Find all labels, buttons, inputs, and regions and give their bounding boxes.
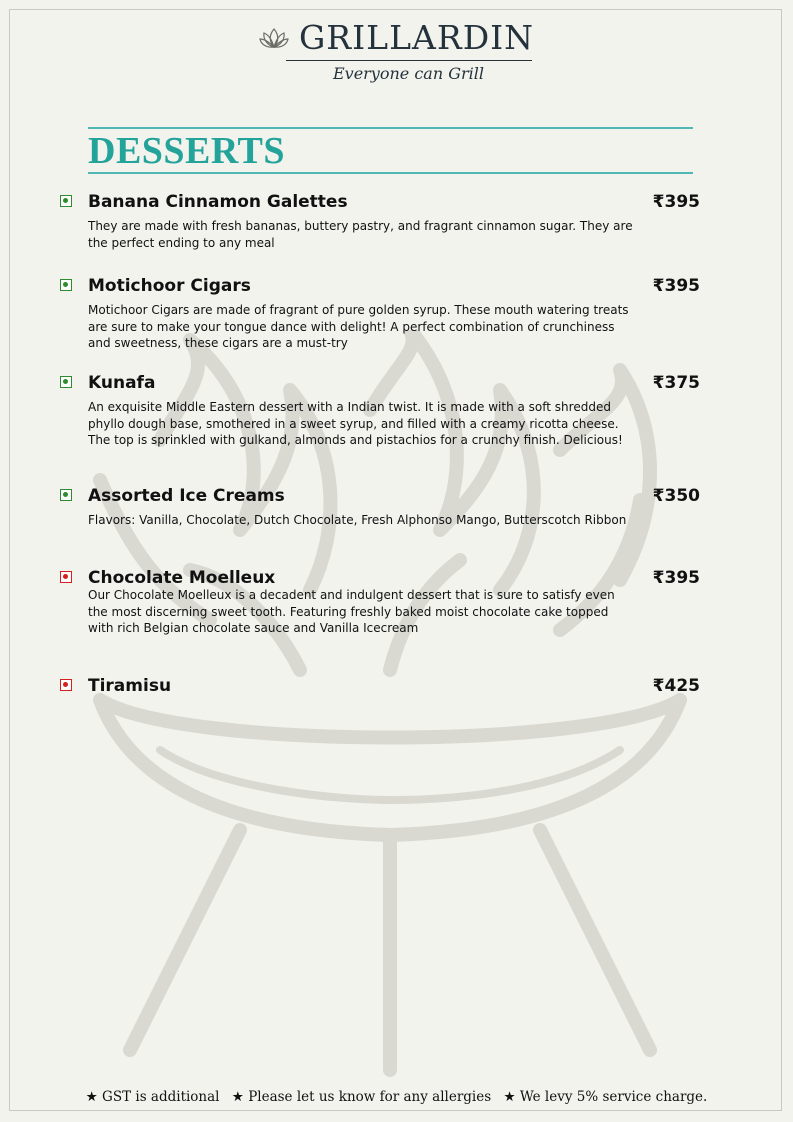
footer-note-gst: ★ GST is additional: [85, 1089, 220, 1105]
item-name: Chocolate Moelleux: [88, 568, 276, 588]
non-veg-indicator-icon: [60, 679, 72, 691]
item-name: Assorted Ice Creams: [88, 486, 285, 506]
item-name: Motichoor Cigars: [88, 276, 251, 296]
section-rule-bottom: [88, 172, 693, 174]
footer-notes: [0, 1089, 793, 1105]
item-name: Kunafa: [88, 373, 156, 393]
section-rule-top: [88, 127, 693, 129]
veg-indicator-icon: [60, 195, 72, 207]
brand-name: GRILLARDIN: [298, 18, 535, 57]
item-price: ₹425: [652, 676, 700, 696]
item-description: Our Chocolate Moelleux is a decadent and indulgent dessert that is sure to satisfy even the most discerning sweet tooth. Featuring freshly baked moist chocolate cake topped with rich Belgian chocolate sauce and Vanilla Icecream: [88, 588, 615, 635]
veg-indicator-icon: [60, 489, 72, 501]
item-description: They are made with fresh bananas, buttery pastry, and fragrant cinnamon sugar. They are the perfect ending to any meal: [88, 219, 633, 250]
item-name: Tiramisu: [88, 676, 172, 696]
veg-indicator-icon: [60, 279, 72, 291]
item-price: ₹375: [652, 373, 700, 393]
item-price: ₹350: [652, 486, 700, 506]
section-title: DESSERTS: [88, 130, 285, 172]
lotus-icon: [259, 27, 289, 49]
veg-indicator-icon: [60, 376, 72, 388]
item-description: Motichoor Cigars are made of fragrant of pure golden syrup. These mouth watering treats are sure to make your tongue dance with delight! A perfect combination of crunchiness and sweetness, these cigars are a must-try: [88, 303, 629, 350]
brand-divider: [286, 60, 532, 61]
item-price: ₹395: [652, 192, 700, 212]
item-description: An exquisite Middle Eastern dessert with a Indian twist. It is made with a soft shredded phyllo dough base, smothered in a sweet syrup, and filled with a creamy ricotta cheese. The top is sprinkled with gulkand, almonds and pistachios for a crunchy finish. Delicious!: [88, 400, 623, 447]
item-description: Flavors: Vanilla, Chocolate, Dutch Chocolate, Fresh Alphonso Mango, Butterscotch Ribbon: [88, 513, 627, 527]
brand-row: [259, 18, 534, 58]
footer-note-allergies: ★ Please let us know for any allergies: [231, 1089, 492, 1105]
item-price: ₹395: [652, 568, 700, 588]
footer-note-service-charge: ★ We levy 5% service charge.: [503, 1089, 708, 1105]
item-price: ₹395: [652, 276, 700, 296]
non-veg-indicator-icon: [60, 571, 72, 583]
item-name: Banana Cinnamon Galettes: [88, 192, 348, 212]
menu-header: [0, 18, 793, 83]
brand-tagline: Everyone can Grill: [332, 64, 485, 83]
